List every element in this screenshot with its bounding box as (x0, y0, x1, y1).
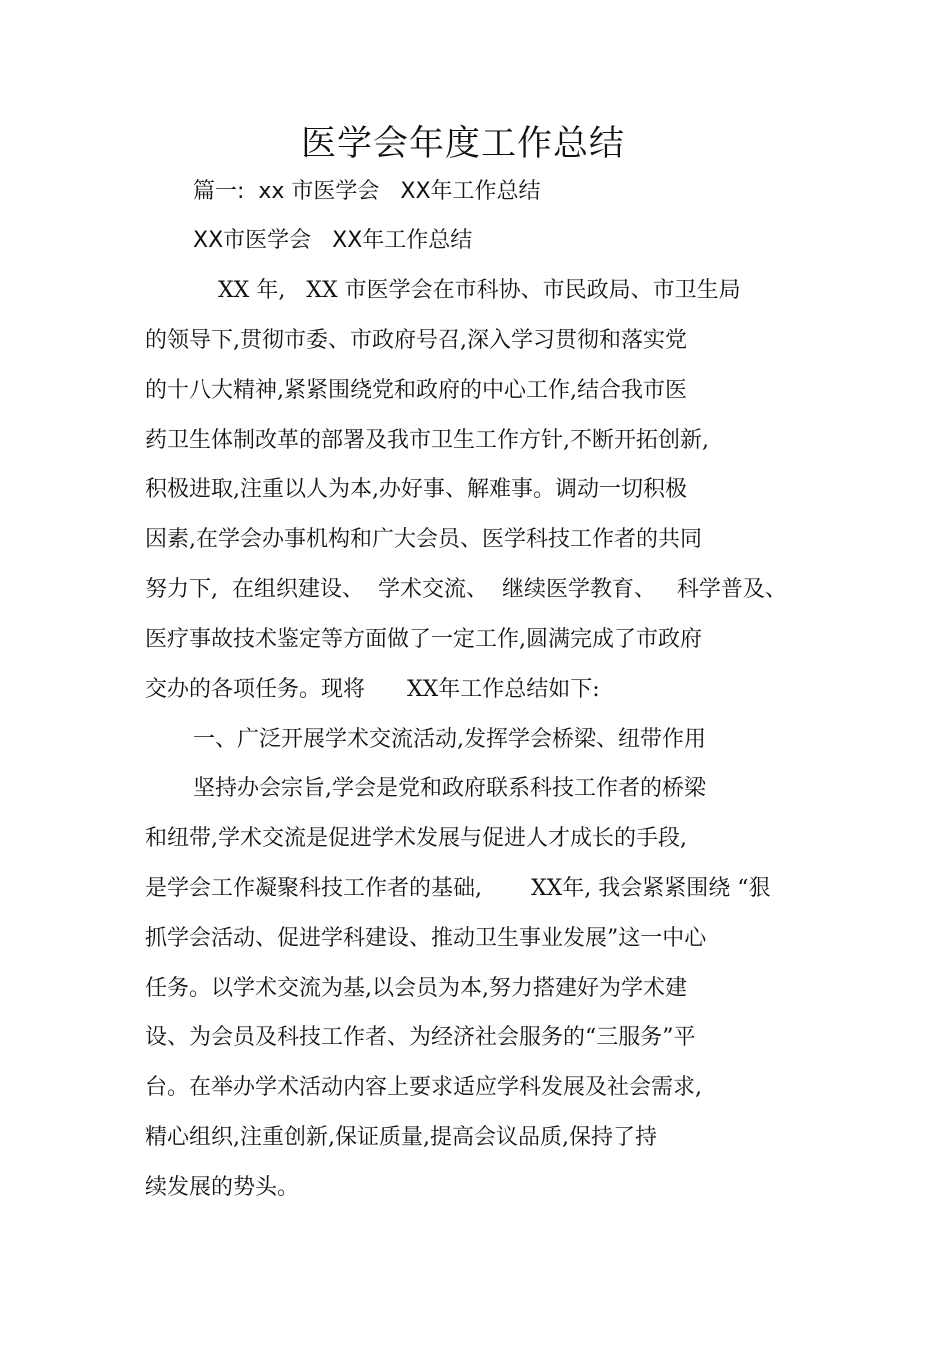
body-line: 医疗事故技术鉴定等方面做了一定工作,圆满完成了市政府 (145, 627, 702, 652)
body-line: 积极进取,注重以人为本,办好事、解难事。调动一切积极 (145, 477, 687, 502)
body-line: 和纽带,学术交流是促进学术发展与促进人才成长的手段, (145, 826, 687, 851)
body-line: 的十八大精神,紧紧围绕党和政府的中心工作,结合我市医 (145, 378, 687, 403)
body-line: 药卫生体制改革的部署及我市卫生工作方针,不断开拓创新, (145, 428, 709, 453)
body-line: 抓学会活动、促进学科建设、推动卫生事业发展”这一中心 (145, 926, 707, 951)
body-line: 努力下, 在组织建设、 学术交流、 继续医学教育、 科学普及、 (145, 577, 787, 602)
body-line: 台。在举办学术活动内容上要求适应学科发展及社会需求, (145, 1075, 702, 1100)
body-line: 的领导下,贯彻市委、市政府号召,深入学习贯彻和落实党 (145, 328, 687, 353)
body-line: 因素,在学会办事机构和广大会员、医学科技工作者的共同 (145, 527, 702, 552)
document-title: 医学会年度工作总结 (300, 124, 625, 164)
body-line: 续发展的势头。 (145, 1175, 300, 1200)
document-heading: XX市医学会 XX年工作总结 (193, 228, 473, 253)
body-line: XX 年, XX 市医学会在市科协、市民政局、市卫生局 (218, 278, 741, 303)
document-subtitle: 篇一: xx 市医学会 XX年工作总结 (193, 179, 541, 204)
body-line: 交办的各项任务。现将 XX年工作总结如下: (145, 677, 600, 702)
body-line: 设、为会员及科技工作者、为经济社会服务的“三服务”平 (145, 1025, 696, 1050)
body-line: 精心组织,注重创新,保证质量,提高会议品质,保持了持 (145, 1125, 657, 1150)
body-line: 是学会工作凝聚科技工作者的基础, XX年, 我会紧紧围绕 “狠 (145, 876, 771, 901)
section-heading: 一、广泛开展学术交流活动,发挥学会桥梁、纽带作用 (193, 727, 706, 752)
body-line: 任务。以学术交流为基,以会员为本,努力搭建好为学术建 (145, 976, 687, 1001)
body-line: 坚持办会宗旨,学会是党和政府联系科技工作者的桥梁 (193, 776, 706, 801)
